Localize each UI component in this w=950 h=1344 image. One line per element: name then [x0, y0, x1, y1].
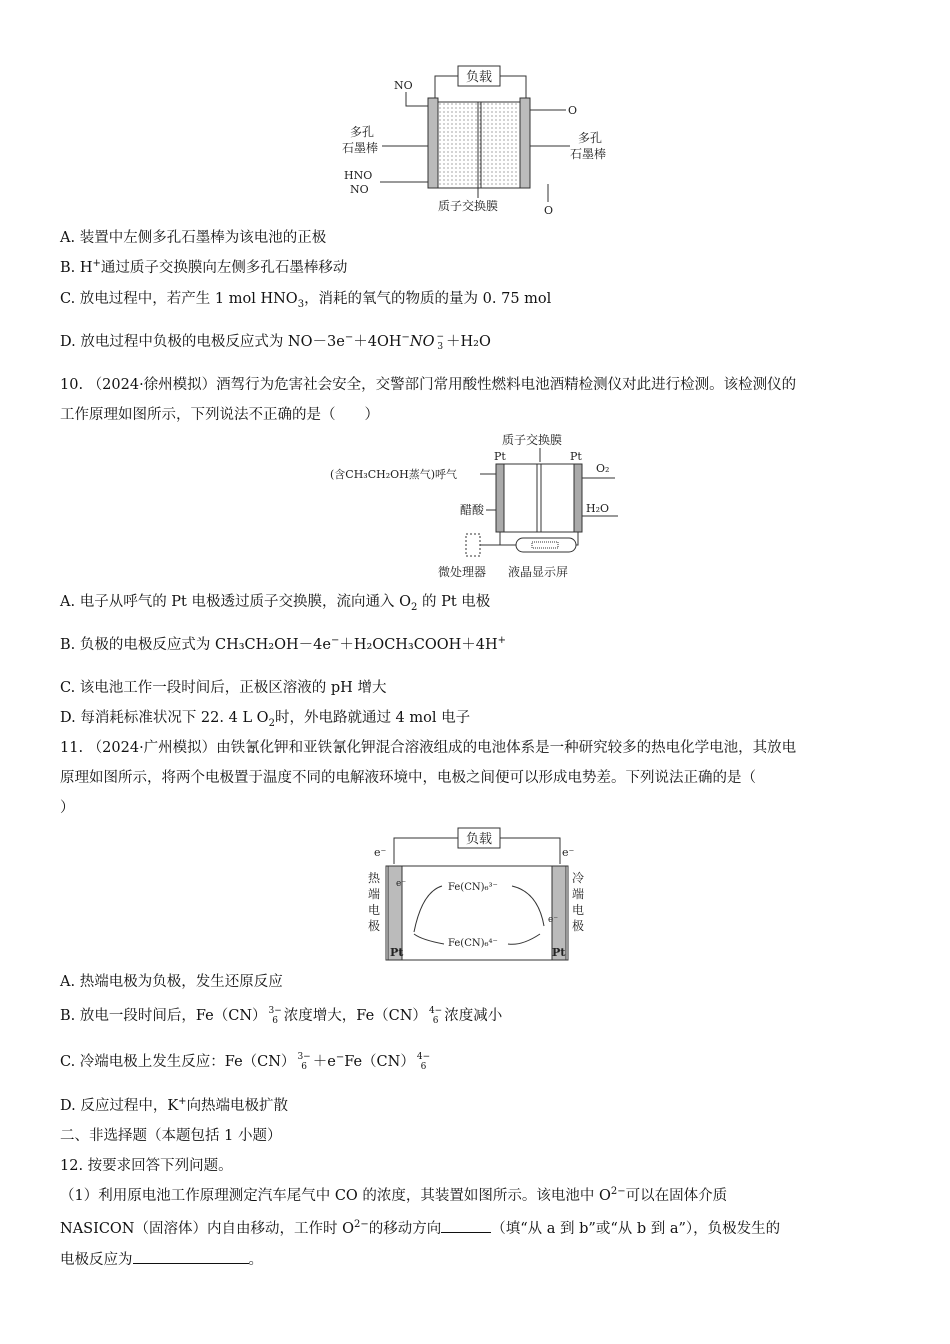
left-label-1: 多孔 [350, 125, 375, 139]
ion-charge [297, 1052, 310, 1072]
wire-right [500, 838, 560, 864]
e-in-right: e⁻ [548, 915, 559, 925]
q11-stem-2: 原理如图所示，将两个电极置于温度不同的电解液环境中，电极之间便可以形成电势差。下列说法正确的是（ [60, 770, 756, 786]
left-electrode [428, 98, 438, 188]
text: 。 [248, 1252, 263, 1268]
micro-label: 微处理器 [438, 565, 487, 579]
superscript: − [401, 332, 410, 344]
text: 电极反应为 [60, 1252, 133, 1268]
e-right-label: e⁻ [562, 846, 575, 859]
q9-option-b [60, 258, 347, 278]
subscript: 2 [411, 601, 418, 613]
ion-charge [269, 1006, 282, 1026]
text: D. 反应过程中，K [60, 1098, 179, 1114]
right-label-2: 石墨棒 [570, 147, 607, 161]
charge: 3− [297, 1052, 311, 1062]
superscript: − [344, 332, 354, 344]
count: 6 [272, 1016, 279, 1026]
q12-part1-line2 [60, 1218, 780, 1239]
membrane-label: 质子交换膜 [502, 433, 563, 447]
text: 时，外电路就通过 4 mol 电子 [274, 710, 471, 726]
text: A. 电子从呼气的 Pt 电极透过质子交换膜，流向通入 O [60, 594, 411, 610]
text: ，消耗的氧气的物质的量为 0. 75 mol [304, 291, 552, 307]
text: D. 放电过程中负极的电极反应式为 NO－3e [60, 334, 345, 350]
h2o-label: H₂O [586, 502, 610, 515]
q10-option-a [60, 592, 490, 612]
q11-option-c [60, 1052, 432, 1072]
wire-micro [480, 532, 500, 545]
q9-option-a: A. 装置中左侧多孔石墨棒为该电池的正极 [60, 230, 327, 246]
text: B. H [60, 260, 93, 276]
o2-label: O₂ [596, 462, 610, 475]
superscript: − [335, 1052, 345, 1064]
answer-blank-reaction[interactable] [133, 1249, 249, 1264]
q10-option-d [60, 708, 470, 728]
answer-blank-direction[interactable] [441, 1218, 491, 1233]
text: ＋H₂O [446, 334, 491, 350]
load-label: 负载 [465, 832, 493, 847]
text: （填“从 a 到 b”或“从 b 到 a”），负极发生的 [491, 1221, 781, 1237]
right-pt-electrode [574, 464, 582, 532]
no-inlet [406, 92, 428, 106]
e-left-label: e⁻ [374, 846, 387, 859]
text: D. 每消耗标准状况下 22. 4 L O [60, 710, 269, 726]
ion-charge [429, 1006, 442, 1026]
right-label-1: 多孔 [578, 131, 603, 145]
text: 的 Pt 电极 [417, 594, 491, 610]
section-heading: 二、非选择题（本题包括 1 小题） [60, 1128, 282, 1144]
wire-right [500, 76, 526, 98]
pt-left-label: Pt [494, 450, 506, 463]
text: B. 负极的电极反应式为 CH₃CH₂OH－4e [60, 637, 331, 653]
cold-char-2: 端 [572, 887, 585, 901]
text: C. 放电过程中，若产生 1 mol HNO [60, 291, 298, 307]
cold-char-4: 极 [572, 919, 585, 933]
count: 3 [437, 342, 444, 352]
o2-bottom-label: O [544, 204, 554, 217]
cold-char-1: 冷 [572, 871, 585, 885]
q11-option-b [60, 1006, 502, 1026]
q12-part1-line3 [60, 1249, 263, 1270]
o2-right-label: O [568, 104, 578, 117]
text: 向热端电极扩散 [186, 1098, 289, 1114]
q10-stem-1: 10. （2024·徐州模拟）酒驾行为危害社会安全，交警部门常用酸性燃料电池酒精检测仪对此进行检测。该检测仪的 [60, 377, 797, 393]
fe3-label: Fe(CN)₆³⁻ [448, 882, 498, 893]
text: CH₃COOH＋4H [384, 637, 498, 653]
electrolyte-chamber [438, 102, 520, 188]
text: ＋H₂O [339, 637, 385, 653]
superscript: 2− [610, 1186, 626, 1198]
text: C. 冷端电极上发生反应：Fe（CN） [60, 1054, 296, 1070]
wire-lcd [576, 532, 578, 545]
text: 的移动方向 [368, 1221, 442, 1237]
left-pt-electrode [496, 464, 504, 532]
q10-option-b [60, 635, 506, 655]
pt-right-label: Pt [552, 946, 566, 959]
count: 6 [420, 1062, 427, 1072]
q9-option-c [60, 289, 551, 309]
acetic-label: 醋酸 [460, 503, 485, 517]
charge: 4− [428, 1006, 443, 1016]
fe4-label: Fe(CN)₆⁴⁻ [448, 938, 498, 949]
text: NASICON（固溶体）内自由移动，工作时 O [60, 1221, 354, 1237]
superscript: − [330, 635, 340, 647]
superscript: 2− [354, 1219, 369, 1231]
hot-char-4: 极 [368, 919, 381, 933]
pt-left-label: Pt [390, 946, 404, 959]
membrane-label: 质子交换膜 [438, 199, 499, 213]
e-in-left: e⁻ [396, 879, 407, 889]
right-electrode [520, 98, 530, 188]
text: ＋e [312, 1054, 336, 1070]
charge: − [436, 332, 444, 342]
no-bottom-label: NO [350, 183, 369, 196]
microprocessor-box [466, 534, 480, 556]
charge: 4− [416, 1052, 431, 1062]
text: 通过质子交换膜向左侧多孔石墨棒移动 [100, 260, 348, 276]
text: Fe（CN） [344, 1054, 415, 1070]
text: B. 放电一段时间后，Fe（CN） [60, 1008, 267, 1024]
text: 浓度减小 [444, 1008, 503, 1024]
left-label-2: 石墨棒 [342, 141, 379, 155]
fuel-cell-diagram-no [330, 62, 630, 222]
count: 6 [432, 1016, 439, 1026]
text: 浓度增大，Fe（CN） [283, 1008, 427, 1024]
count: 6 [301, 1062, 307, 1072]
lcd-label: 液晶显示屏 [508, 565, 569, 579]
superscript: + [497, 635, 507, 647]
breath-label: (含CH₃CH₂OH蒸气)呼气 [330, 468, 458, 481]
q11-option-a: A. 热端电极为负极，发生还原反应 [60, 974, 283, 990]
ion-charge [417, 1052, 430, 1072]
subscript: 3 [297, 298, 305, 310]
hot-char-2: 端 [368, 887, 381, 901]
lcd-box [516, 538, 576, 552]
superscript: + [92, 258, 101, 270]
load-label: 负载 [465, 70, 493, 85]
no-top-label: NO [394, 79, 413, 92]
q10-stem-2: 工作原理如图所示，下列说法不正确的是（ ） [60, 407, 379, 423]
ion: NO [409, 334, 435, 350]
q11-stem-1: 11. （2024·广州模拟）由铁氰化钾和亚铁氰化钾混合溶液组成的电池体系是一种研究较多的热电化学电池，其放电 [60, 740, 797, 756]
text: （1）利用原电池工作原理测定汽车尾气中 CO 的浓度，其装置如图所示。该电池中 O [60, 1188, 611, 1204]
q11-option-d [60, 1096, 288, 1116]
q9-option-d [60, 332, 491, 352]
q12-part1-line1 [60, 1186, 727, 1206]
cold-char-3: 电 [572, 903, 585, 917]
hot-char-3: 电 [368, 903, 381, 917]
wire-left [435, 76, 458, 98]
thermo-electrochemical-cell-diagram [362, 822, 592, 964]
subscript: 2 [268, 717, 275, 729]
ion-charge [436, 332, 444, 352]
q12-stem: 12. 按要求回答下列问题。 [60, 1158, 233, 1174]
wire-left [394, 838, 458, 864]
superscript: + [178, 1096, 187, 1108]
q11-stem-3: ） [60, 800, 75, 816]
charge: 3− [268, 1006, 282, 1016]
hot-char-1: 热 [368, 871, 381, 885]
cell-body [504, 464, 574, 532]
text: ＋4OH [353, 334, 402, 350]
q10-option-c: C. 该电池工作一段时间后，正极区溶液的 pH 增大 [60, 680, 387, 696]
hno3-label: HNO [344, 169, 373, 182]
text: 可以在固体介质 [625, 1188, 728, 1204]
alcohol-detector-diagram [330, 430, 630, 582]
pt-right-label: Pt [570, 450, 582, 463]
